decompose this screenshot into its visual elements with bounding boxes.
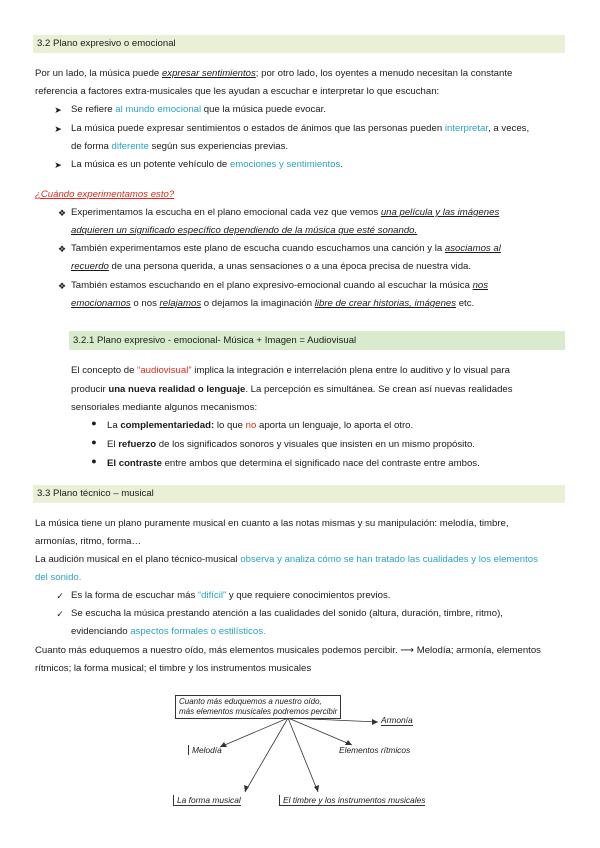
text: . La percepción es simultánea. Se crean así nuevas realidades xyxy=(245,384,513,395)
text: También estamos escuchando en el plano expresivo-emocional cuando al escuchar la música xyxy=(71,280,473,291)
emphasis-text: relajamos xyxy=(159,298,202,309)
text: . xyxy=(340,159,343,170)
emphasis-text: nos xyxy=(472,280,489,291)
section-heading-3-3: 3.3 Plano técnico – musical xyxy=(33,485,565,503)
technical-line2: armonías, ritmo, forma… xyxy=(35,536,142,547)
arrow-bullet-icon: ➤ xyxy=(54,160,62,170)
highlight-text: no xyxy=(245,420,257,431)
text: , a veces, xyxy=(488,123,530,134)
text: ; por otro lado, los oyentes a menudo necesitan la constante xyxy=(255,68,513,79)
emphasis-text: adquieren un significado específico dependiendo de la música que esté sonando. xyxy=(71,225,418,236)
highlight-text: observa y analiza cómo se han tratado las cualidades y los elementos xyxy=(240,554,538,565)
text: evidenciando xyxy=(71,626,131,637)
diagram-label-melodia: Melodía xyxy=(188,745,222,755)
dot-bullet-icon: ● xyxy=(91,437,97,447)
emphasis-text: recuerdo xyxy=(71,261,109,272)
check-bullet-icon: ✓ xyxy=(56,591,64,601)
question-heading: ¿Cuándo experimentamos esto? xyxy=(35,189,175,200)
text: Se refiere xyxy=(71,104,116,115)
bold-text: refuerzo xyxy=(118,439,157,450)
text: Es la forma de escuchar más xyxy=(71,590,198,601)
dot-bullet-icon: ● xyxy=(91,418,97,428)
highlight-text: diferente xyxy=(111,141,149,152)
dot-bullet-icon: ● xyxy=(91,456,97,466)
check-item-qualities-line1: Se escucha la música prestando atención a las cualidades del sonido (altura, duración, timbre, ritmo), xyxy=(71,608,503,619)
text: El xyxy=(107,439,119,450)
text: lo que xyxy=(214,420,246,431)
section-heading-3-2-1: 3.2.1 Plano expresivo - emocional- Música + Imagen = Audiovisual xyxy=(69,331,565,350)
diamond-bullet-icon: ❖ xyxy=(57,281,67,291)
section-heading-3-2: 3.2 Plano expresivo o emocional xyxy=(33,35,565,53)
text: de forma xyxy=(71,141,112,152)
emphasis-text: una película y las imágenes xyxy=(380,207,500,218)
diagram-label-timbre: El timbre y los instrumentos musicales xyxy=(279,795,425,806)
arrow-bullet-icon: ➤ xyxy=(54,105,62,115)
text: Experimentamos la escucha en el plano emocional cada vez que vemos xyxy=(71,207,381,218)
diagram-label-ritmicos: Elementos rítmicos xyxy=(339,745,411,755)
highlight-text: interpretar xyxy=(444,123,489,134)
highlight-text: emociones y sentimientos xyxy=(229,159,341,170)
arrow-bullet-icon: ➤ xyxy=(54,124,62,134)
check-bullet-icon: ✓ xyxy=(56,609,64,619)
text: entre ambos que determina el significado nace del contraste entre ambos. xyxy=(161,458,480,469)
technical-line6: rítmicos; la forma musical; el timbre y los instrumentos musicales xyxy=(35,663,312,674)
technical-line5: Cuanto más eduquemos a nuestro oído, más elementos musicales podemos percibir. ⟶ Melodía; armonía, elementos xyxy=(35,645,541,656)
diagram-box-line2: más elementos musicales podremos percibir xyxy=(179,707,338,716)
text: y que requiere conocimientos previos. xyxy=(226,590,391,601)
text: según sus experiencias previas. xyxy=(148,141,289,152)
text: La audición musical en el plano técnico-musical xyxy=(35,554,241,565)
text: de los significados sonoros y visuales que insisten en un mismo propósito. xyxy=(156,439,475,450)
diagram-main-box xyxy=(175,695,341,719)
emphasis-text: libre de crear historias, imágenes xyxy=(314,298,457,309)
text: aporta un lenguaje, lo aporta el otro. xyxy=(256,420,414,431)
highlight-text: aspectos formales o estilísticos. xyxy=(130,626,266,637)
diamond-bullet-icon: ❖ xyxy=(57,208,67,218)
text: producir xyxy=(71,384,109,395)
highlight-text: “audiovisual” xyxy=(137,365,192,376)
text: La xyxy=(107,420,121,431)
technical-line1: La música tiene un plano puramente musical en cuanto a las notas mismas y su manipulación: melodía, timbre, xyxy=(35,518,509,529)
bold-text: una nueva realidad o lenguaje xyxy=(108,384,246,395)
text: o nos xyxy=(130,298,160,309)
text: También experimentamos este plano de escucha cuando escuchamos una canción y la xyxy=(71,243,445,254)
paragraph-intro-line2: referencia a factores extra-musicales que les ayudan a escuchar e interpretar lo que escuchan: xyxy=(35,86,440,97)
diagram-label-armonia: Armonía xyxy=(381,715,413,725)
text: o dejamos la imaginación xyxy=(201,298,315,309)
text: La música es un potente vehículo de xyxy=(71,159,230,170)
audiovisual-line3: sensoriales mediante algunos mecanismos: xyxy=(71,402,258,413)
text: de una persona querida, a unas sensaciones o a una época precisa de nuestra vida. xyxy=(108,261,472,272)
diamond-bullet-icon: ❖ xyxy=(57,244,67,254)
highlight-text: “difícil” xyxy=(197,590,227,601)
emphasis-text: expresar sentimientos xyxy=(161,68,256,79)
text: Por un lado, la música puede xyxy=(35,68,162,79)
text: que la música puede evocar. xyxy=(201,104,326,115)
text: implica la integración e interrelación plena entre lo auditivo y lo visual para xyxy=(191,365,510,376)
bold-text: El contraste xyxy=(107,458,162,469)
emphasis-text: asociamos al xyxy=(444,243,501,254)
bold-text: complementariedad: xyxy=(120,420,215,431)
text: La música puede expresar sentimientos o estados de ánimos que las personas pueden xyxy=(71,123,445,134)
text: El concepto de xyxy=(71,365,138,376)
technical-line4: del sonido. xyxy=(35,572,82,583)
diagram-label-forma: La forma musical xyxy=(173,795,241,806)
diagram-box-line1: Cuanto más eduquemos a nuestro oído, xyxy=(179,697,322,706)
emphasis-text: emocionamos xyxy=(71,298,131,309)
text: etc. xyxy=(456,298,475,309)
highlight-text: al mundo emocional xyxy=(115,104,202,115)
